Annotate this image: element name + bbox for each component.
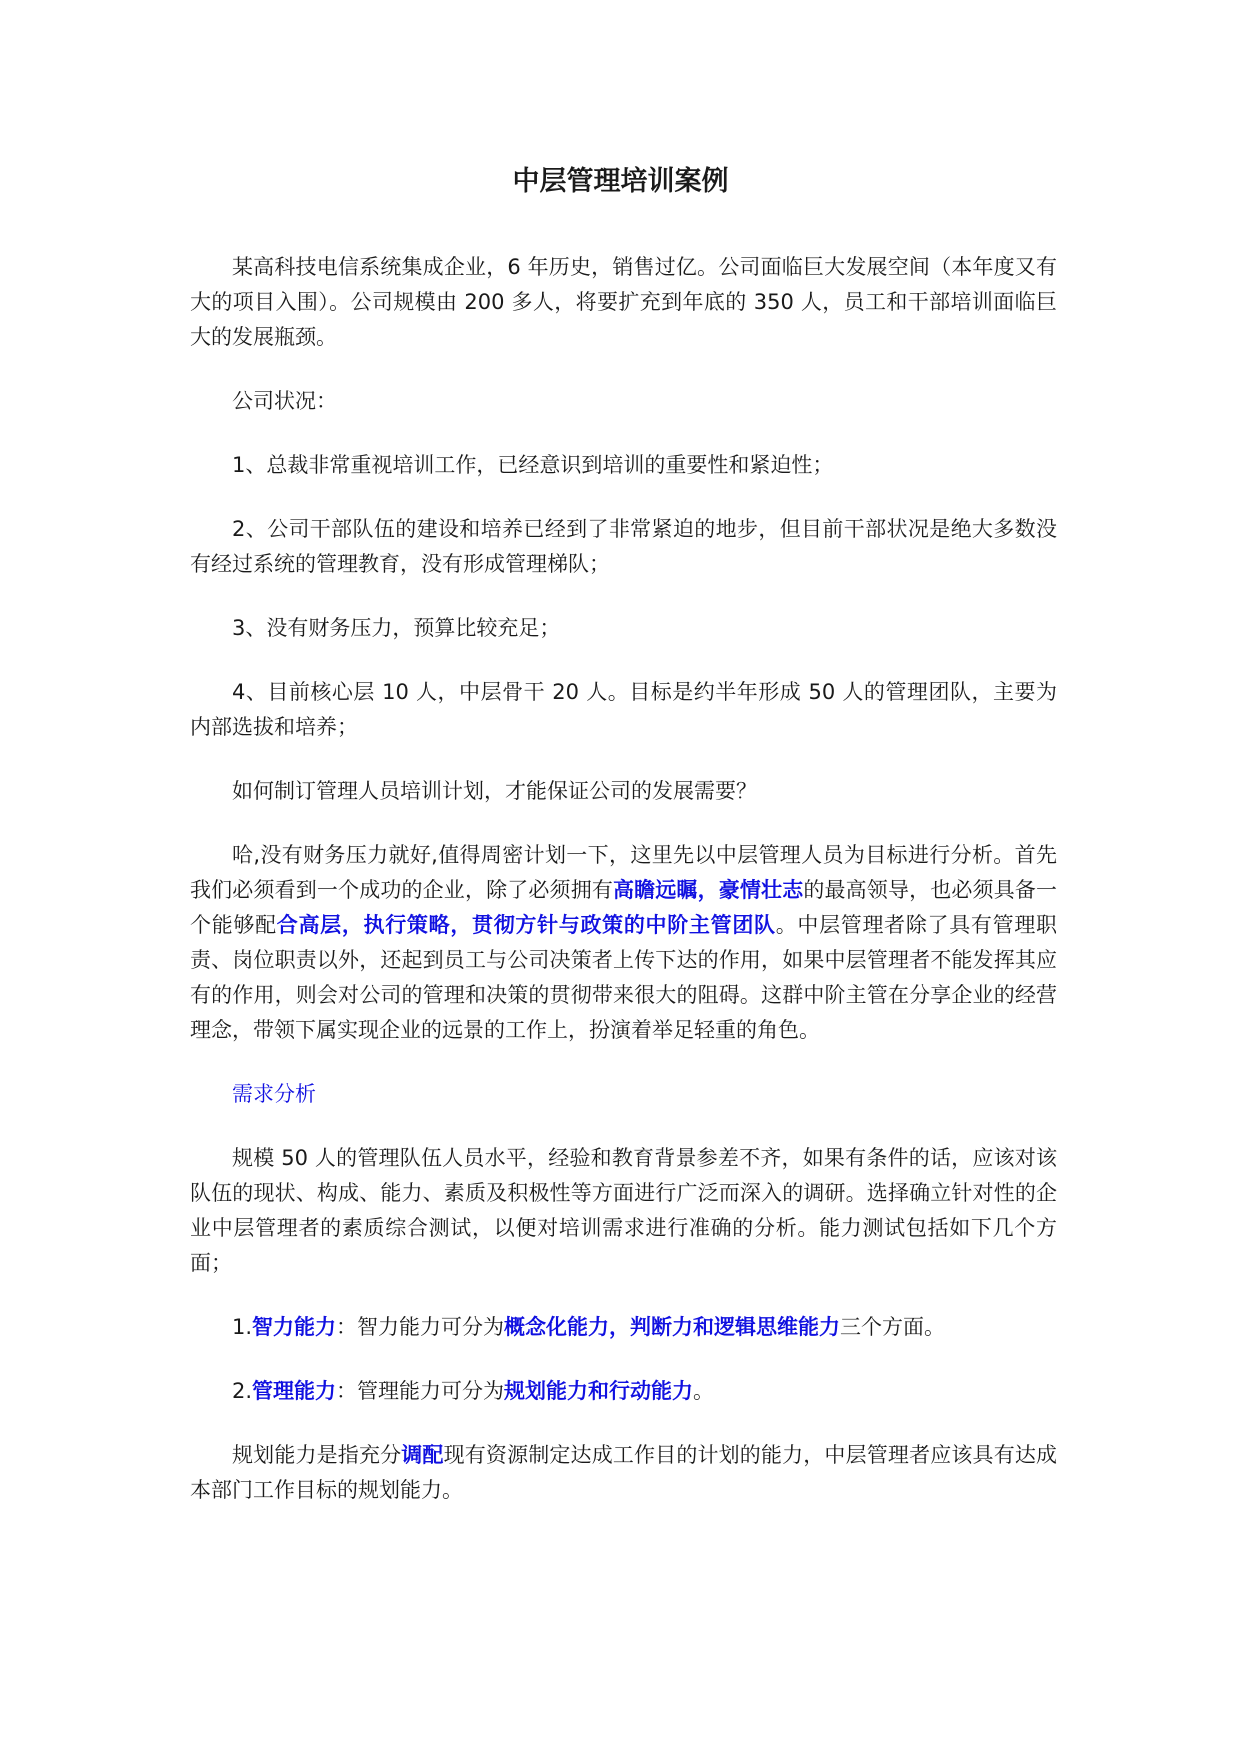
emphasis-text: 调配 (401, 1443, 444, 1467)
section-heading: 需求分析 (232, 1082, 316, 1106)
paragraph-item-1: 1、总裁非常重视培训工作，已经意识到培训的重要性和紧迫性； (232, 453, 834, 477)
text-run: 三个方面。 (840, 1315, 946, 1339)
text-run: ：智力能力可分为 (336, 1315, 505, 1339)
text-run: 。 (693, 1379, 715, 1403)
emphasis-text: 规划能力和行动能力 (504, 1379, 694, 1403)
paragraph-needs: 规模 50 人的管理队伍人员水平，经验和教育背景参差不齐，如果有条件的话，应该对该队伍的现状、构成、能力、素质及积极性等方面进行广泛而深入的调研。选择确立针对性的企业中层管理者的素质综合测试，以便对培训需求进行准确的分析。能力测试包括如下几个方面； (190, 1146, 1057, 1275)
emphasis-text: 概念化能力，判断力和逻辑思维能力 (504, 1315, 841, 1339)
paragraph-company-status: 公司状况： (232, 389, 337, 413)
paragraph-intellect (190, 1310, 1057, 1345)
text-run: 1. (232, 1315, 253, 1339)
paragraph-company-intro: 某高科技电信系统集成企业，6 年历史，销售过亿。公司面临巨大发展空间（本年度又有大的项目入围）。公司规模由 200 多人，将要扩充到年底的 350 人，员工和干部培训面临巨大的发展瓶颈。 (190, 255, 1057, 349)
text-run: 现有资源制定达成工作目的计划的能力，中层管理者应该具有达成本部门工作目标的规划能力。 (190, 1443, 1058, 1502)
text-run: 。中层管理者除了具有管理职责、岗位职责以外，还起到员工与公司决策者上传下达的作用，如果中层管理者不能发挥其应有的作用，则会对公司的管理和决策的贯彻带来很大的阻碍。这群中阶主管在分享企业的经营理念，带领下属实现企业的远景的工作上，扮演着举足轻重的角色。 (190, 913, 1058, 1042)
paragraph-item-3: 3、没有财务压力，预算比较充足； (232, 616, 561, 640)
paragraph-analysis (190, 838, 1057, 1048)
emphasis-text: 智力能力 (252, 1315, 337, 1339)
paragraph-question: 如何制订管理人员培训计划，才能保证公司的发展需要？ (232, 779, 757, 803)
paragraph-management (190, 1374, 1057, 1409)
document-title: 中层管理培训案例 (512, 166, 729, 197)
text-run: 的最高领导，也必须具备一个能够配 (190, 878, 1058, 937)
emphasis-text: 合高层，执行策略，贯彻方针与政策的中阶主管团队 (276, 913, 776, 937)
paragraph-item-4: 4、目前核心层 10 人，中层骨干 20 人。目标是约半年形成 50 人的管理团队，主要为内部选拔和培养； (190, 680, 1057, 739)
text-run: 2. (232, 1379, 253, 1403)
text-run: 哈,没有财务压力就好,值得周密计划一下，这里先以中层管理人员为目标进行分析。首先我们必须看到一个成功的企业，除了必须拥有 (190, 843, 1057, 902)
text-run: 规划能力是指充分 (232, 1443, 402, 1467)
document-body (190, 250, 1057, 1537)
emphasis-text: 管理能力 (252, 1379, 337, 1403)
paragraph-item-2: 2、公司干部队伍的建设和培养已经到了非常紧迫的地步，但目前干部状况是绝大多数没有经过系统的管理教育，没有形成管理梯队； (190, 517, 1057, 576)
text-run: ：管理能力可分为 (336, 1379, 505, 1403)
emphasis-text: 高瞻远瞩，豪情壮志 (613, 878, 804, 902)
paragraph-planning (190, 1438, 1057, 1508)
